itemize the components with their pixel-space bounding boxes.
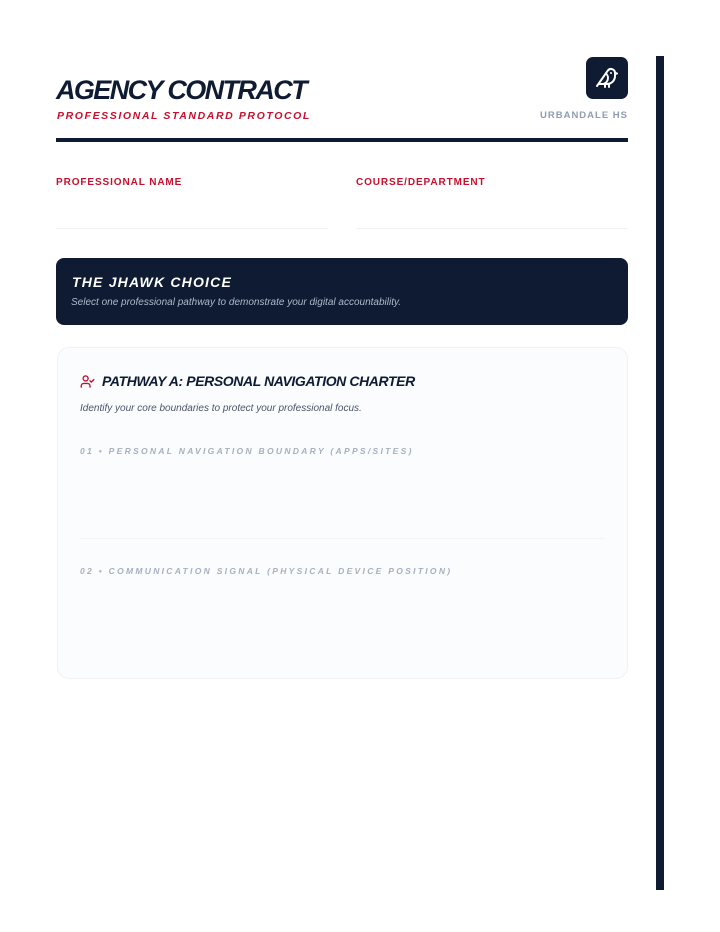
user-check-icon (80, 374, 95, 389)
professional-name-field[interactable] (56, 228, 328, 229)
question-2-label: 02 • COMMUNICATION SIGNAL (PHYSICAL DEVICE POSITION) (80, 566, 453, 576)
question-2-response-area[interactable] (80, 586, 605, 658)
question-1-response-area[interactable] (80, 466, 605, 539)
school-logo (586, 57, 628, 99)
page-subtitle: PROFESSIONAL STANDARD PROTOCOL (57, 110, 311, 122)
course-department-field[interactable] (356, 228, 628, 229)
professional-name-label: PROFESSIONAL NAME (56, 177, 183, 188)
pathway-a-card[interactable] (57, 347, 628, 679)
pathway-a-title: PATHWAY A: PERSONAL NAVIGATION CHARTER (102, 373, 415, 389)
header-divider (56, 138, 628, 142)
bird-icon (595, 66, 619, 90)
choice-title: THE JHAWK CHOICE (72, 274, 232, 290)
choice-subtitle: Select one professional pathway to demonstrate your digital accountability. (71, 297, 402, 308)
pathway-a-description: Identify your core boundaries to protect your professional focus. (80, 403, 362, 414)
school-name: URBANDALE HS (540, 110, 628, 121)
course-department-label: COURSE/DEPARTMENT (356, 177, 486, 188)
question-1-label: 01 • PERSONAL NAVIGATION BOUNDARY (APPS/SITES) (80, 446, 414, 456)
page-title: AGENCY CONTRACT (56, 75, 307, 105)
jhawk-choice-banner (56, 258, 628, 325)
right-edge-bar (656, 56, 664, 890)
